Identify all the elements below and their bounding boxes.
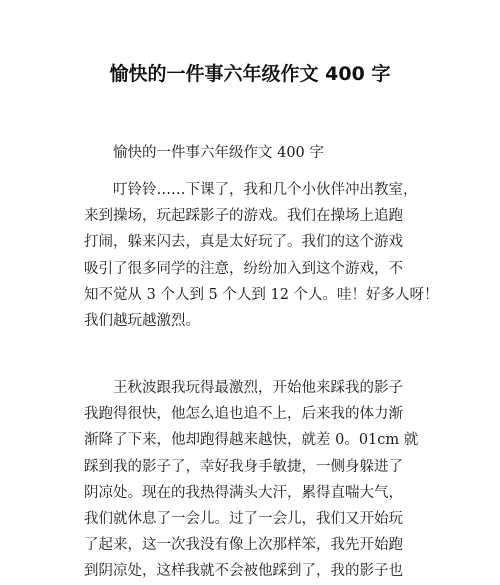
paragraph-1	[84, 177, 439, 334]
paragraph-line: 渐降了下来，他却跑得越来越快，就差 0。01cm 就	[84, 432, 419, 449]
paragraph-line: 打闹，躲来闪去，真是太好玩了。我们的这个游戏	[84, 234, 403, 251]
paragraph-line: 我跑得很快，他怎么追也追不上，后来我的体力渐	[84, 406, 403, 423]
paragraph-line: 我们就休息了一会儿。过了一会儿，我们又开始玩	[84, 511, 403, 528]
paragraph-line: 我们越玩越激烈。	[84, 313, 200, 330]
paragraph-line: 王秋波跟我玩得最激烈，开始他来踩我的影子	[113, 380, 403, 396]
paragraph-line: 了起来，这一次我没有像上次那样笨，我先开始跑	[84, 537, 403, 554]
paragraph-line: 来到操场，玩起踩影子的游戏。我们在操场上追跑	[84, 208, 403, 225]
paragraph-2	[84, 375, 434, 585]
paragraph-line: 踩到我的影子了，幸好我身手敏捷，一侧身躲进了	[84, 458, 403, 475]
paragraph-line: 到阴凉处，这样我就不会被他踩到了，我的影子也	[84, 563, 403, 580]
paragraph-line: 叮铃铃……下课了，我和几个小伙伴冲出教室，	[113, 182, 418, 198]
document-subtitle: 愉快的一件事六年级作文 400 字	[113, 145, 324, 161]
paragraph-line: 知不觉从 3 个人到 5 个人到 12 个人。哇！好多人呀！	[84, 286, 439, 303]
paragraph-line: 阴凉处。现在的我热得满头大汗，累得直喘大气，	[84, 484, 403, 501]
document-title: 愉快的一件事六年级作文 400 字	[109, 63, 391, 85]
paragraph-line: 吸引了很多同学的注意，纷纷加入到这个游戏，不	[84, 260, 403, 277]
